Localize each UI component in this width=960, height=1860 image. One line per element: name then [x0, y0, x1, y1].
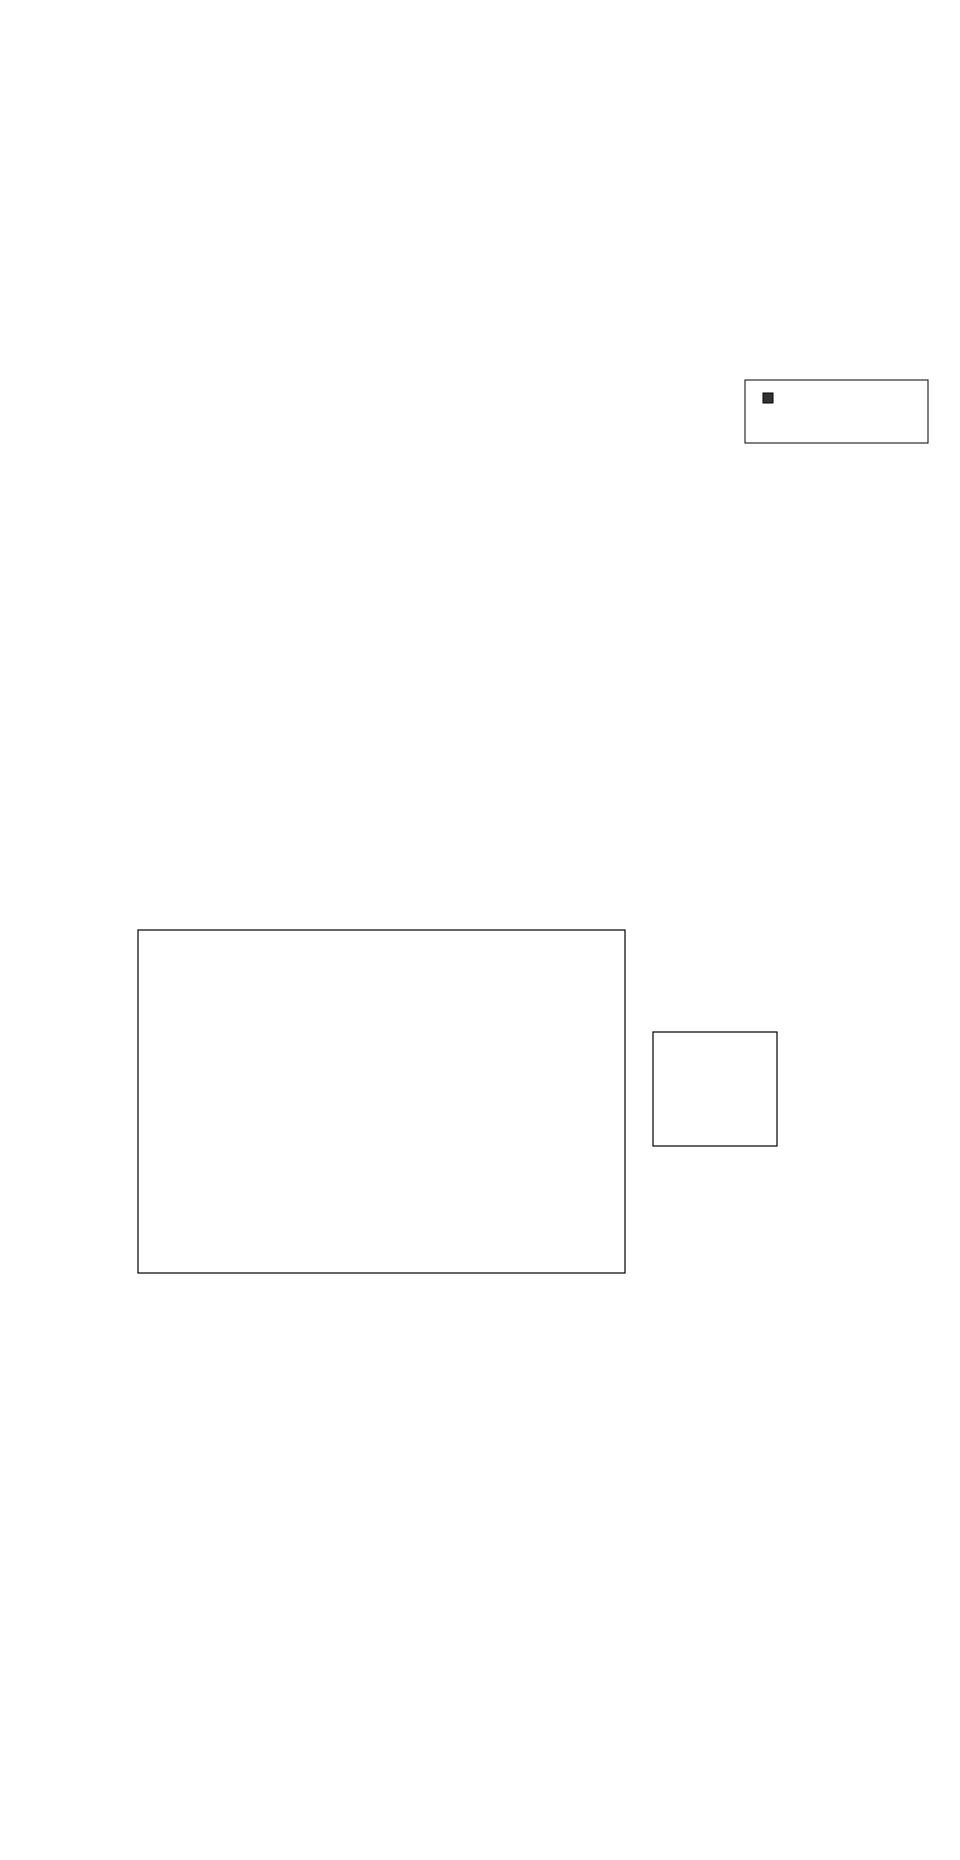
bar-legend	[653, 1032, 777, 1146]
plot-area	[138, 930, 625, 1273]
legend-swatch-dark	[763, 393, 773, 403]
figure8-bar-chart	[0, 910, 960, 1330]
figure7-pie-charts	[0, 295, 960, 560]
section-heading	[8, 1503, 76, 1537]
pie-legend	[745, 380, 928, 443]
